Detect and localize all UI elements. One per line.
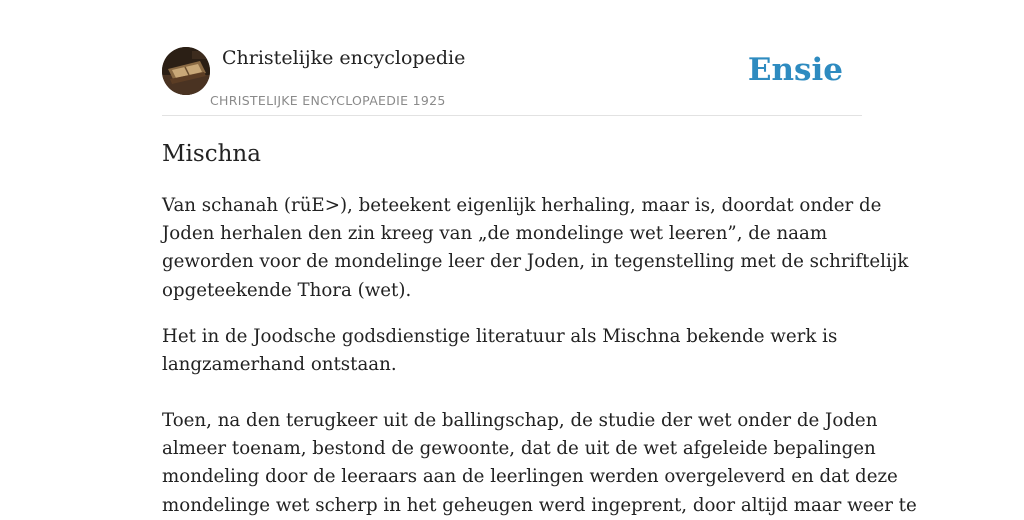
article-paragraph [162,407,917,520]
article-paragraph [162,192,909,305]
ensie-logo[interactable]: Ensie [747,52,843,88]
page-container [162,0,917,516]
paragraph-line: mondeling door de leeraars aan de leerlingen werden overgeleverd en dat deze [162,466,898,488]
paragraph-line: Van schanah (rüE>), beteekent eigenlijk herhaling, maar is, doordat onder de [162,195,882,216]
book-icon[interactable] [162,47,210,95]
paragraph-line: Joden herhalen den zin kreeg van „de mondelinge wet leeren”, de naam [162,223,828,245]
paragraph-line: opgeteekende Thora (wet). [162,279,412,301]
site-header [162,0,862,116]
paragraph-line: mondelinge wet scherp in het geheugen werd ingeprent, door altijd maar weer te [162,494,917,516]
paragraph-line: Het in de Joodsche godsdienstige literatuur als Mischna bekende werk is [162,326,838,347]
paragraph-line: Toen, na den terugkeer uit de ballingschap, de studie der wet onder de Joden [162,410,878,431]
paragraph-line: langzamerhand ontstaan. [162,354,397,376]
article-title: Mischna [162,141,261,167]
article-paragraph [162,323,862,379]
paragraph-line: geworden voor de mondelinge leer der Joden, in tegenstelling met de schriftelijk [162,251,909,273]
site-title[interactable]: Christelijke encyclopedie [222,47,466,69]
site-subtitle: CHRISTELIJKE ENCYCLOPAEDIE 1925 [210,93,446,108]
paragraph-line: almeer toenam, bestond de gewoonte, dat de uit de wet afgeleide bepalingen [162,438,876,460]
